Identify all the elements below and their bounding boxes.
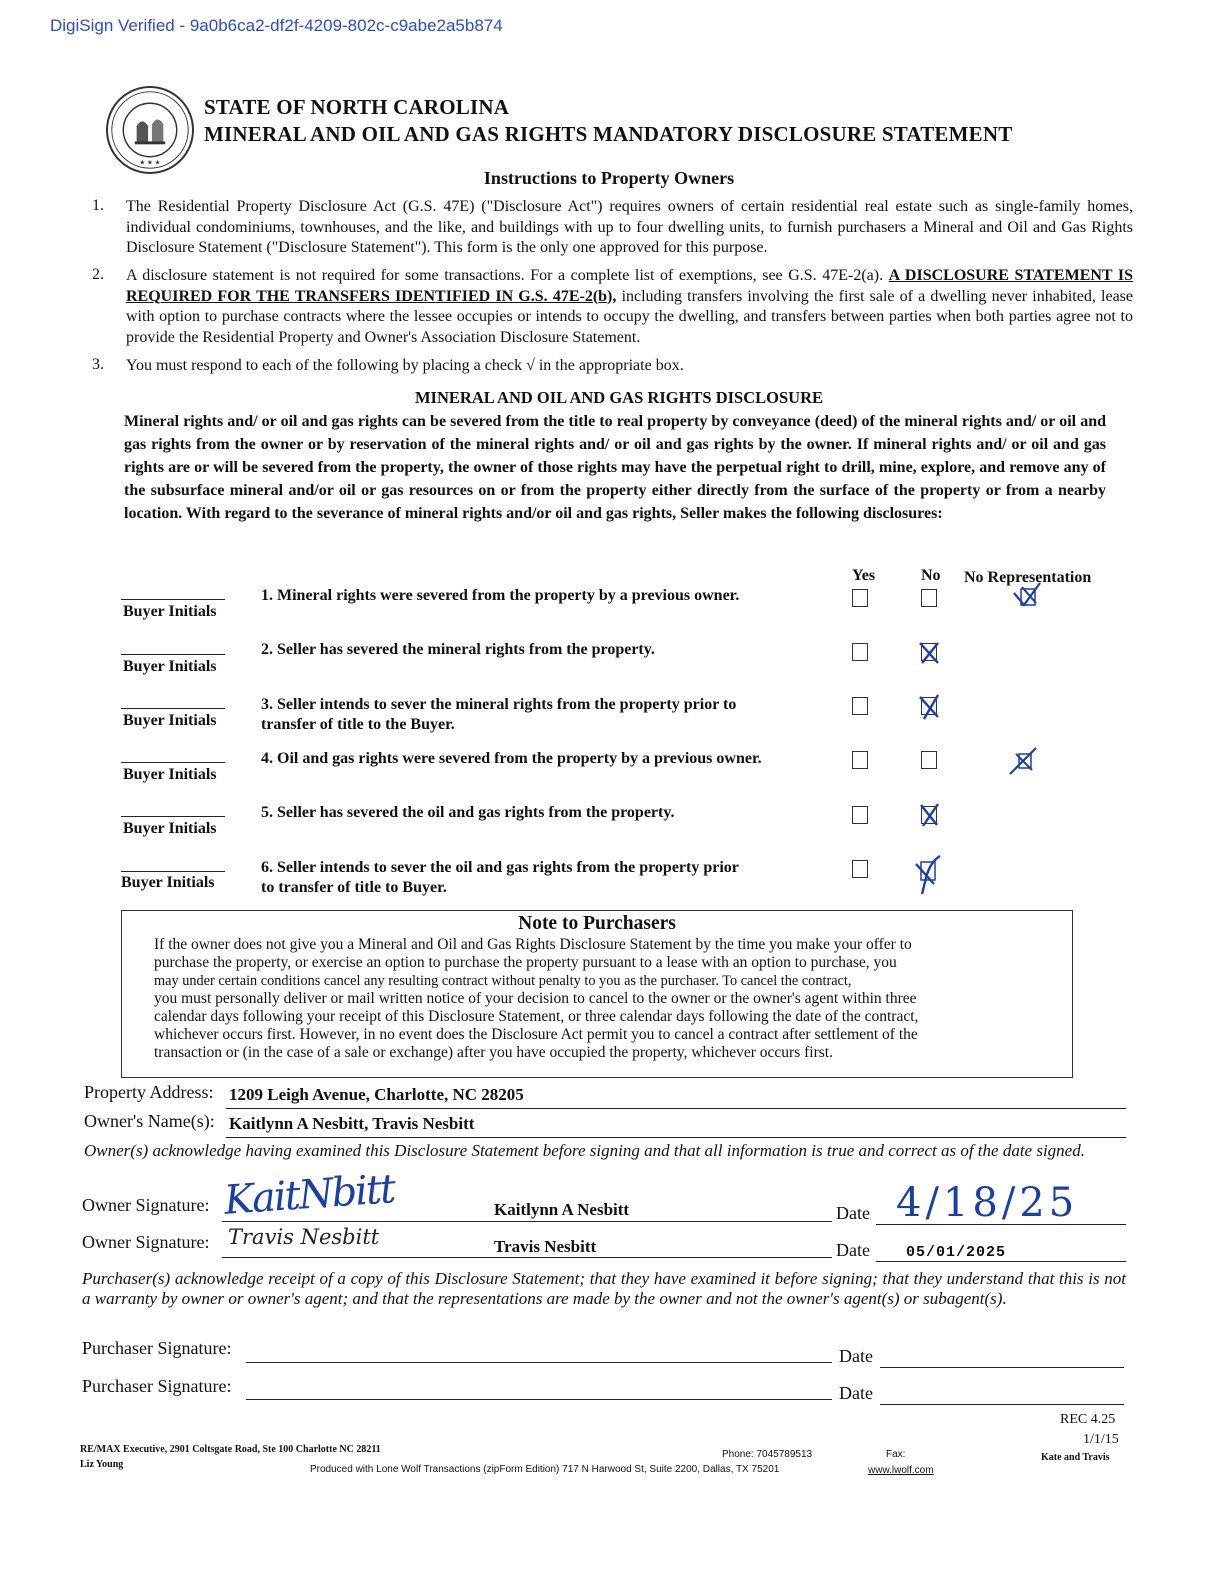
purchaser-signature-line[interactable]: [246, 1399, 832, 1400]
purchaser-date-line[interactable]: [880, 1367, 1124, 1368]
purchaser-date-line[interactable]: [880, 1404, 1124, 1405]
question-text: 1. Mineral rights were severed from the property by a previous owner.: [261, 587, 740, 604]
buyer-initials-label: Buyer Initials: [123, 712, 217, 729]
owner-signature-line: [222, 1221, 832, 1222]
date-label: Date: [839, 1383, 873, 1403]
instructions-heading: Instructions to Property Owners: [483, 168, 735, 188]
instruction-number: 3.: [92, 356, 104, 373]
property-address-line: [226, 1108, 1126, 1109]
question-text-continued: to transfer of title to Buyer.: [261, 879, 447, 896]
owners-name-field[interactable]: Kaitlynn A Nesbitt, Travis Nesbitt: [229, 1114, 475, 1133]
disclosure-required-notice: A DISCLOSURE STATEMENT IS REQUIRED FOR THE TRANSFERS IDENTIFIED IN G.S. 47E-2(b),: [126, 267, 1133, 305]
buyer-initials-line[interactable]: [121, 708, 225, 709]
yes-checkbox[interactable]: [852, 589, 868, 607]
buyer-initials-line[interactable]: [121, 599, 225, 600]
owners-name-label: Owner's Name(s):: [84, 1111, 215, 1131]
note-line: purchase the property, or exercise an option to purchase the property pursuant to a lease with an option to purchase, you: [154, 954, 897, 971]
instruction-number: 2.: [92, 266, 104, 283]
owner-signature-date[interactable]: 05/01/2025: [906, 1244, 1007, 1261]
form-date: 1/1/15: [1083, 1432, 1119, 1447]
purchaser-acknowledgment: Purchaser(s) acknowledge receipt of a copy of this Disclosure Statement; that they have examined it before signing; that they understand that this is not a warranty by owner or owner's agent; and that the representations are made by the owner and not the owner's agent(s) or subagent(s).: [82, 1269, 1126, 1308]
property-address-field[interactable]: 1209 Leigh Avenue, Charlotte, NC 28205: [229, 1085, 524, 1104]
buyer-initials-label: Buyer Initials: [123, 820, 217, 837]
check-mark-icon: [912, 852, 942, 896]
owner-acknowledgment: Owner(s) acknowledge having examined this Disclosure Statement before signing and that all information is true and correct as of the date signed.: [84, 1141, 1085, 1160]
buyer-initials-line[interactable]: [121, 816, 225, 817]
buyer-initials-line[interactable]: [121, 654, 225, 655]
owner-printed-name: Travis Nesbitt: [494, 1237, 597, 1256]
question-text: 3. Seller intends to sever the mineral rights from the property prior to: [261, 696, 737, 713]
buyer-initials-label: Buyer Initials: [121, 874, 215, 891]
form-title: MINERAL AND OIL AND GAS RIGHTS MANDATORY DISCLOSURE STATEMENT: [204, 122, 1013, 146]
owner-signature-label: Owner Signature:: [82, 1232, 210, 1252]
note-title: Note to Purchasers: [518, 913, 676, 934]
question-text: 2. Seller has severed the mineral rights from the property.: [261, 641, 655, 658]
note-line: calendar days following your receipt of this Disclosure Statement, or three calendar days following the date of the contract,: [154, 1008, 919, 1025]
buyer-initials-line[interactable]: [121, 762, 225, 763]
owner-printed-name: Kaitlynn A Nesbitt: [494, 1200, 630, 1219]
svg-text:★ ★ ★: ★ ★ ★: [139, 159, 161, 167]
property-address-label: Property Address:: [84, 1082, 214, 1102]
date-label: Date: [839, 1346, 873, 1366]
purchaser-signature-label: Purchaser Signature:: [82, 1338, 232, 1358]
instruction-item: The Residential Property Disclosure Act (G.S. 47E) ("Disclosure Act") requires owners of certain residential real estate such as single-family homes, individual condominiums, townhouses, and the like, and buildings with up to four dwelling units, to furnish purchasers a Mineral and Oil and Gas Rights Disclosure Statement ("Disclosure Statement"). This form is the only one approved for this purpose.: [126, 198, 1133, 256]
section-heading: MINERAL AND OIL AND GAS RIGHTS DISCLOSURE: [414, 388, 823, 407]
date-label: Date: [836, 1203, 870, 1223]
agent-name: Liz Young: [80, 1459, 124, 1470]
no-checkbox[interactable]: [921, 751, 937, 769]
instruction-item: You must respond to each of the following by placing a check √ in the appropriate box.: [126, 357, 684, 374]
nc-commission-seal-icon: [106, 86, 194, 174]
form-id: REC 4.25: [1060, 1412, 1116, 1427]
note-line: you must personally deliver or mail written notice of your decision to cancel to the owner or the owner's agent within three: [154, 990, 917, 1007]
producer-info: Produced with Lone Wolf Transactions (zipForm Edition) 717 N Harwood St, Suite 2200, Dallas, TX 75201: [310, 1464, 780, 1475]
column-header-no-representation: No Representation: [964, 569, 1092, 586]
buyer-initials-label: Buyer Initials: [123, 603, 217, 620]
form-title-state: STATE OF NORTH CAROLINA: [204, 95, 510, 119]
section-body: Mineral rights and/ or oil and gas rights can be severed from the title to real property by conveyance (deed) of the mineral rights and/ or oil and gas rights from the owner or by reservation of the mineral rights and/ or oil and gas rights by the owner. If mineral rights and/ or oil and gas rights are or will be severed from the property, the owner of those rights may have the perpetual right to drill, mine, explore, and remove any of the subsurface mineral and/or oil or gas resources on or from the property either directly from the surface of the property or from a nearby location. With regard to the severance of mineral rights and/or oil and gas rights, Seller makes the following disclosures:: [124, 413, 1106, 522]
question-text: 5. Seller has severed the oil and gas rights from the property.: [261, 804, 675, 821]
question-text-continued: transfer of title to the Buyer.: [261, 716, 455, 733]
file-name: Kate and Travis: [1041, 1452, 1110, 1463]
purchaser-signature-label: Purchaser Signature:: [82, 1376, 232, 1396]
check-mark-icon: [914, 637, 944, 667]
phone: Phone: 7045789513: [722, 1449, 813, 1460]
note-line: transaction or (in the case of a sale or exchange) after you have occupied the property, whichever occurs first.: [154, 1044, 833, 1061]
owner-signature-line: [222, 1257, 832, 1258]
buyer-initials-line[interactable]: [121, 871, 225, 872]
verification-banner: DigiSign Verified - 9a0b6ca2-df2f-4209-802c-c9abe2a5b874: [50, 16, 503, 35]
date-label: Date: [836, 1240, 870, 1260]
instruction-number: 1.: [92, 197, 104, 214]
owner-signature-date[interactable]: 4/18/25: [896, 1180, 1079, 1226]
date-line: [876, 1261, 1126, 1262]
owners-name-line: [226, 1137, 1126, 1138]
no-checkbox[interactable]: [921, 589, 937, 607]
buyer-initials-label: Buyer Initials: [123, 658, 217, 675]
note-line: If the owner does not give you a Mineral and Oil and Gas Rights Disclosure Statement by the time you make your offer to: [154, 936, 912, 953]
website-link[interactable]: www.lwolf.com: [868, 1465, 934, 1476]
owner-signature-handwritten[interactable]: KaitNbitt: [222, 1166, 396, 1224]
broker-info: RE/MAX Executive, 2901 Coltsgate Road, Ste 100 Charlotte NC 28211: [80, 1444, 381, 1455]
column-header-yes: Yes: [852, 567, 876, 584]
question-text: 4. Oil and gas rights were severed from the property by a previous owner.: [261, 750, 762, 767]
yes-checkbox[interactable]: [852, 697, 868, 715]
question-text: 6. Seller intends to sever the oil and gas rights from the property prior: [261, 859, 739, 876]
note-to-purchasers-box: [121, 910, 1073, 1078]
fax: Fax:: [886, 1449, 906, 1460]
note-text: [154, 936, 1040, 1062]
yes-checkbox[interactable]: [852, 643, 868, 661]
check-mark-icon: [1012, 581, 1042, 611]
owner-signature-script[interactable]: Travis Nesbitt: [228, 1225, 380, 1249]
yes-checkbox[interactable]: [852, 806, 868, 824]
check-mark-icon: [1008, 746, 1038, 776]
note-line: may under certain conditions cancel any resulting contract without penalty to you as the purchaser. To cancel the contract,: [154, 973, 852, 989]
check-mark-icon: [914, 799, 944, 829]
column-header-no: No: [921, 567, 941, 584]
note-line: whichever occurs first. However, in no event does the Disclosure Act permit you to cancel a contract after settlement of the: [154, 1026, 918, 1043]
owner-signature-label: Owner Signature:: [82, 1195, 210, 1215]
instruction-item: A disclosure statement is not required for some transactions. For a complete list of exemptions, see G.S. 47E-2(a). A DISCLOSURE STATEMENT IS REQUIRED FOR THE TRANSFERS IDENTIFIED IN G.S. 47E-2(b), including transfers involving the first sale of a dwelling never inhabited, lease with option to purchase contracts where the lessee occupies or intends to occupy the dwelling, and transfers between parties when both parties agree not to provide the Residential Property and Owner's Association Disclosure Statement.: [126, 267, 1133, 346]
purchaser-signature-line[interactable]: [246, 1362, 832, 1363]
buyer-initials-label: Buyer Initials: [123, 766, 217, 783]
check-mark-icon: [914, 691, 944, 721]
yes-checkbox[interactable]: [852, 860, 868, 878]
yes-checkbox[interactable]: [852, 751, 868, 769]
